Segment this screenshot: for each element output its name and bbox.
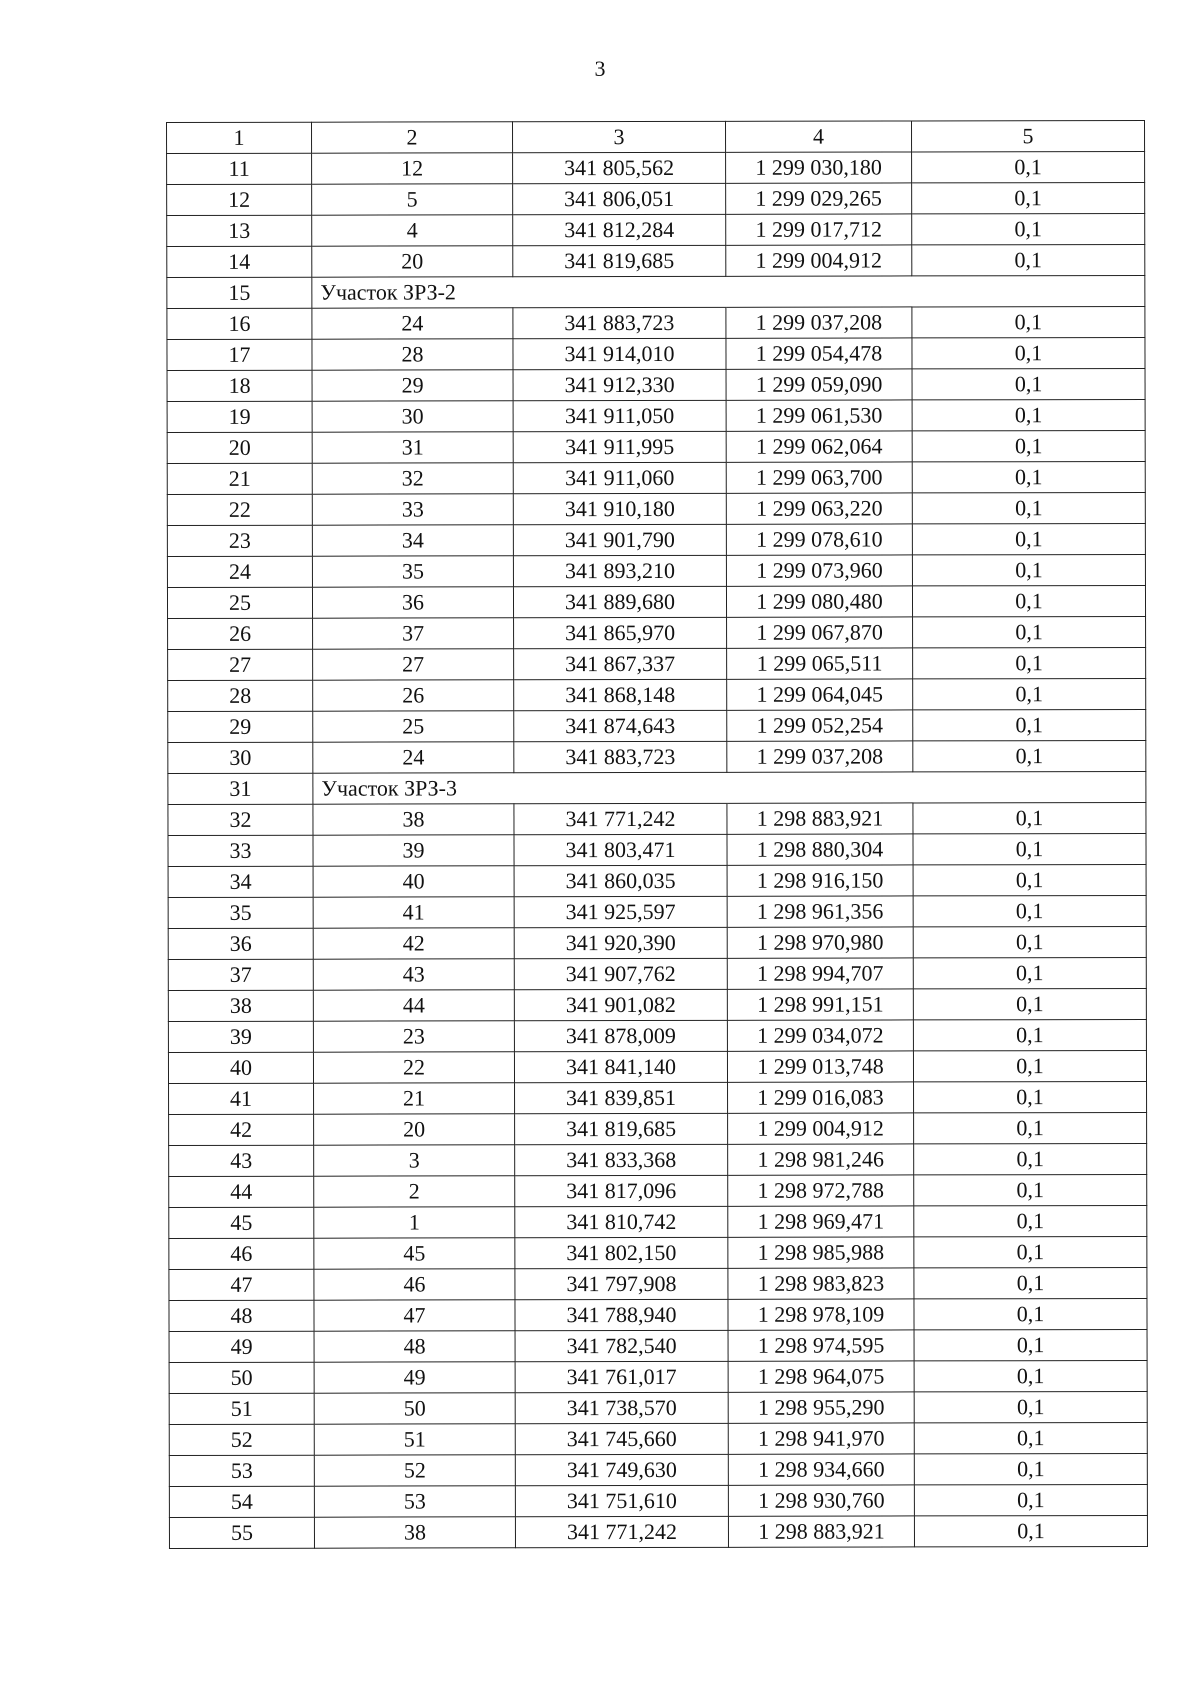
- y-coordinate: 1 298 955,290: [728, 1392, 914, 1423]
- table-header-row: [167, 120, 1145, 153]
- row-number: 13: [167, 215, 312, 246]
- y-coordinate: 1 299 034,072: [727, 1020, 913, 1051]
- table-row: [169, 1143, 1147, 1176]
- row-number: 52: [169, 1424, 314, 1455]
- x-coordinate: 341 771,242: [515, 1516, 728, 1547]
- row-number: 41: [169, 1083, 314, 1114]
- x-coordinate: 341 745,660: [515, 1423, 728, 1454]
- y-coordinate: 1 299 063,700: [726, 462, 912, 493]
- y-coordinate: 1 299 054,478: [726, 338, 912, 369]
- point-number: 40: [313, 866, 514, 897]
- y-coordinate: 1 299 016,083: [728, 1082, 914, 1113]
- row-number: 30: [168, 742, 313, 773]
- y-coordinate: 1 298 985,988: [728, 1237, 914, 1268]
- point-number: 41: [313, 897, 514, 928]
- point-number: 12: [312, 153, 513, 184]
- table-row: [167, 368, 1145, 401]
- page-number: 3: [594, 56, 606, 81]
- x-coordinate: 341 782,540: [515, 1330, 728, 1361]
- accuracy-value: 0,1: [914, 1360, 1147, 1391]
- table-row: [167, 306, 1145, 339]
- row-number: 53: [169, 1455, 314, 1486]
- x-coordinate: 341 819,685: [515, 1113, 728, 1144]
- y-coordinate: 1 299 064,045: [727, 679, 913, 710]
- table-row: [169, 1360, 1147, 1393]
- table-row: [167, 399, 1145, 432]
- row-number: 14: [167, 246, 312, 277]
- accuracy-value: 0,1: [912, 182, 1145, 213]
- table-row: [167, 337, 1145, 370]
- row-number: 48: [169, 1300, 314, 1331]
- accuracy-value: 0,1: [913, 740, 1146, 771]
- x-coordinate: 341 771,242: [514, 803, 727, 834]
- section-filler: [727, 771, 1146, 803]
- table-row: [169, 1081, 1147, 1114]
- row-number: 37: [168, 959, 313, 990]
- x-coordinate: 341 901,790: [513, 524, 726, 555]
- accuracy-value: 0,1: [914, 1422, 1147, 1453]
- point-number: 20: [314, 1114, 515, 1145]
- section-filler: [726, 275, 1145, 307]
- table-row: [169, 1391, 1147, 1424]
- row-number: 34: [168, 866, 313, 897]
- y-coordinate: 1 298 941,970: [728, 1423, 914, 1454]
- point-number: 5: [312, 184, 513, 215]
- x-coordinate: 341 812,284: [513, 214, 726, 245]
- table-row: [169, 1236, 1147, 1269]
- row-number: 29: [168, 711, 313, 742]
- y-coordinate: 1 298 991,151: [727, 989, 913, 1020]
- section-row: [168, 771, 1146, 804]
- x-coordinate: 341 860,035: [514, 865, 727, 896]
- accuracy-value: 0,1: [914, 1267, 1147, 1298]
- accuracy-value: 0,1: [913, 957, 1146, 988]
- row-number: 43: [169, 1145, 314, 1176]
- point-number: 39: [313, 835, 514, 866]
- x-coordinate: 341 839,851: [515, 1082, 728, 1113]
- table-row: [168, 1019, 1146, 1052]
- table-row: [168, 988, 1146, 1021]
- x-coordinate: 341 868,148: [514, 679, 727, 710]
- row-number: 50: [169, 1362, 314, 1393]
- x-coordinate: 341 749,630: [515, 1454, 728, 1485]
- coordinates-table: [166, 120, 1148, 1549]
- accuracy-value: 0,1: [913, 864, 1146, 895]
- row-number: 15: [167, 277, 312, 308]
- x-coordinate: 341 797,908: [515, 1268, 728, 1299]
- y-coordinate: 1 299 052,254: [727, 710, 913, 741]
- x-coordinate: 341 911,995: [513, 431, 726, 462]
- row-number: 39: [168, 1021, 313, 1052]
- x-coordinate: 341 841,140: [514, 1051, 727, 1082]
- row-number: 18: [167, 370, 312, 401]
- row-number: 45: [169, 1207, 314, 1238]
- accuracy-value: 0,1: [912, 461, 1145, 492]
- accuracy-value: 0,1: [914, 1174, 1147, 1205]
- y-coordinate: 1 298 883,921: [728, 1516, 914, 1547]
- y-coordinate: 1 298 972,788: [728, 1175, 914, 1206]
- x-coordinate: 341 925,597: [514, 896, 727, 927]
- x-coordinate: 341 805,562: [513, 152, 726, 183]
- y-coordinate: 1 299 065,511: [727, 648, 913, 679]
- table-row: [167, 151, 1145, 184]
- table-row: [169, 1298, 1147, 1331]
- x-coordinate: 341 911,060: [513, 462, 726, 493]
- point-number: 45: [314, 1238, 515, 1269]
- table-row: [169, 1112, 1147, 1145]
- x-coordinate: 341 907,762: [514, 958, 727, 989]
- point-number: 50: [314, 1393, 515, 1424]
- point-number: 28: [312, 339, 513, 370]
- x-coordinate: 341 819,685: [513, 245, 726, 276]
- accuracy-value: 0,1: [912, 430, 1145, 461]
- y-coordinate: 1 299 059,090: [726, 369, 912, 400]
- table-row: [169, 1329, 1147, 1362]
- y-coordinate: 1 298 994,707: [727, 958, 913, 989]
- accuracy-value: 0,1: [914, 1484, 1147, 1515]
- table-row: [168, 895, 1146, 928]
- accuracy-value: 0,1: [914, 1205, 1147, 1236]
- table-row: [168, 926, 1146, 959]
- y-coordinate: 1 299 063,220: [726, 493, 912, 524]
- point-number: 49: [314, 1362, 515, 1393]
- header-cell: 1: [167, 122, 312, 153]
- point-number: 31: [312, 432, 513, 463]
- point-number: 34: [312, 525, 513, 556]
- y-coordinate: 1 298 970,980: [727, 927, 913, 958]
- x-coordinate: 341 874,643: [514, 710, 727, 741]
- y-coordinate: 1 298 981,246: [728, 1144, 914, 1175]
- point-number: 25: [313, 711, 514, 742]
- header-cell: 4: [725, 121, 911, 152]
- y-coordinate: 1 298 983,823: [728, 1268, 914, 1299]
- row-number: 24: [167, 556, 312, 587]
- accuracy-value: 0,1: [912, 554, 1145, 585]
- accuracy-value: 0,1: [912, 213, 1145, 244]
- row-number: 28: [168, 680, 313, 711]
- point-number: 29: [312, 370, 513, 401]
- y-coordinate: 1 299 080,480: [726, 586, 912, 617]
- accuracy-value: 0,1: [912, 151, 1145, 182]
- table-row: [168, 647, 1146, 680]
- x-coordinate: 341 920,390: [514, 927, 727, 958]
- point-number: 52: [314, 1455, 515, 1486]
- table-row: [168, 1050, 1146, 1083]
- y-coordinate: 1 299 004,912: [726, 245, 912, 276]
- y-coordinate: 1 299 029,265: [726, 183, 912, 214]
- point-number: 26: [313, 680, 514, 711]
- point-number: 22: [313, 1052, 514, 1083]
- accuracy-value: 0,1: [914, 1453, 1147, 1484]
- y-coordinate: 1 298 880,304: [727, 834, 913, 865]
- x-coordinate: 341 867,337: [514, 648, 727, 679]
- point-number: 53: [314, 1486, 515, 1517]
- point-number: 46: [314, 1269, 515, 1300]
- accuracy-value: 0,1: [913, 926, 1146, 957]
- table-row: [169, 1422, 1147, 1455]
- point-number: 33: [312, 494, 513, 525]
- row-number: 17: [167, 339, 312, 370]
- row-number: 21: [167, 463, 312, 494]
- y-coordinate: 1 299 017,712: [726, 214, 912, 245]
- y-coordinate: 1 299 073,960: [726, 555, 912, 586]
- point-number: 42: [313, 928, 514, 959]
- accuracy-value: 0,1: [912, 399, 1145, 430]
- point-number: 24: [312, 308, 513, 339]
- row-number: 20: [167, 432, 312, 463]
- y-coordinate: 1 299 037,208: [727, 741, 913, 772]
- accuracy-value: 0,1: [912, 306, 1145, 337]
- x-coordinate: 341 883,723: [513, 307, 726, 338]
- x-coordinate: 341 878,009: [514, 1020, 727, 1051]
- y-coordinate: 1 299 078,610: [726, 524, 912, 555]
- table-row: [168, 616, 1146, 649]
- y-coordinate: 1 298 974,595: [728, 1330, 914, 1361]
- point-number: 1: [314, 1207, 515, 1238]
- coordinates-sheet: [166, 120, 1147, 1549]
- accuracy-value: 0,1: [912, 244, 1145, 275]
- y-coordinate: 1 299 030,180: [726, 152, 912, 183]
- table-row: [168, 957, 1146, 990]
- accuracy-value: 0,1: [913, 802, 1146, 833]
- x-coordinate: 341 806,051: [513, 183, 726, 214]
- x-coordinate: 341 914,010: [513, 338, 726, 369]
- row-number: 31: [168, 773, 313, 804]
- accuracy-value: 0,1: [913, 895, 1146, 926]
- x-coordinate: 341 901,082: [514, 989, 727, 1020]
- point-number: 35: [312, 556, 513, 587]
- x-coordinate: 341 865,970: [514, 617, 727, 648]
- row-number: 51: [169, 1393, 314, 1424]
- x-coordinate: 341 889,680: [513, 586, 726, 617]
- table-row: [167, 244, 1145, 277]
- row-number: 27: [168, 649, 313, 680]
- row-number: 47: [169, 1269, 314, 1300]
- x-coordinate: 341 817,096: [515, 1175, 728, 1206]
- x-coordinate: 341 738,570: [515, 1392, 728, 1423]
- accuracy-value: 0,1: [914, 1081, 1147, 1112]
- y-coordinate: 1 298 961,356: [727, 896, 913, 927]
- accuracy-value: 0,1: [912, 337, 1145, 368]
- row-number: 54: [169, 1486, 314, 1517]
- point-number: 51: [314, 1424, 515, 1455]
- row-number: 25: [167, 587, 312, 618]
- section-label: Участок ЗРЗ-2: [312, 276, 726, 308]
- table-row: [169, 1515, 1147, 1548]
- point-number: 38: [314, 1517, 515, 1548]
- header-cell: 2: [312, 122, 513, 153]
- accuracy-value: 0,1: [913, 833, 1146, 864]
- row-number: 22: [167, 494, 312, 525]
- row-number: 26: [168, 618, 313, 649]
- x-coordinate: 341 802,150: [515, 1237, 728, 1268]
- point-number: 27: [313, 649, 514, 680]
- table-row: [167, 213, 1145, 246]
- header-cell: 5: [911, 120, 1144, 151]
- table-row: [169, 1453, 1147, 1486]
- row-number: 46: [169, 1238, 314, 1269]
- table-row: [167, 585, 1145, 618]
- section-row: [167, 275, 1145, 308]
- point-number: 20: [312, 246, 513, 277]
- row-number: 35: [168, 897, 313, 928]
- point-number: 32: [312, 463, 513, 494]
- accuracy-value: 0,1: [912, 492, 1145, 523]
- accuracy-value: 0,1: [912, 523, 1145, 554]
- y-coordinate: 1 298 930,760: [728, 1485, 914, 1516]
- accuracy-value: 0,1: [913, 1050, 1146, 1081]
- y-coordinate: 1 298 934,660: [728, 1454, 914, 1485]
- table-row: [167, 523, 1145, 556]
- section-label: Участок ЗРЗ-3: [313, 772, 727, 804]
- accuracy-value: 0,1: [913, 647, 1146, 678]
- table-row: [167, 554, 1145, 587]
- point-number: 47: [314, 1300, 515, 1331]
- point-number: 23: [313, 1021, 514, 1052]
- x-coordinate: 341 761,017: [515, 1361, 728, 1392]
- point-number: 2: [314, 1176, 515, 1207]
- row-number: 19: [167, 401, 312, 432]
- point-number: 30: [312, 401, 513, 432]
- table-row: [169, 1205, 1147, 1238]
- row-number: 38: [168, 990, 313, 1021]
- point-number: 43: [313, 959, 514, 990]
- table-row: [168, 740, 1146, 773]
- accuracy-value: 0,1: [914, 1391, 1147, 1422]
- table-row: [168, 833, 1146, 866]
- accuracy-value: 0,1: [914, 1143, 1147, 1174]
- accuracy-value: 0,1: [912, 368, 1145, 399]
- row-number: 32: [168, 804, 313, 835]
- point-number: 4: [312, 215, 513, 246]
- table-row: [169, 1267, 1147, 1300]
- point-number: 24: [313, 742, 514, 773]
- table-row: [169, 1174, 1147, 1207]
- y-coordinate: 1 298 916,150: [727, 865, 913, 896]
- accuracy-value: 0,1: [914, 1236, 1147, 1267]
- row-number: 42: [169, 1114, 314, 1145]
- y-coordinate: 1 298 969,471: [728, 1206, 914, 1237]
- x-coordinate: 341 788,940: [515, 1299, 728, 1330]
- accuracy-value: 0,1: [913, 709, 1146, 740]
- y-coordinate: 1 298 883,921: [727, 803, 913, 834]
- y-coordinate: 1 299 062,064: [726, 431, 912, 462]
- x-coordinate: 341 912,330: [513, 369, 726, 400]
- table-row: [168, 802, 1146, 835]
- row-number: 16: [167, 308, 312, 339]
- x-coordinate: 341 803,471: [514, 834, 727, 865]
- row-number: 44: [169, 1176, 314, 1207]
- accuracy-value: 0,1: [913, 616, 1146, 647]
- row-number: 23: [167, 525, 312, 556]
- table-row: [167, 492, 1145, 525]
- point-number: 38: [313, 804, 514, 835]
- point-number: 37: [313, 618, 514, 649]
- row-number: 49: [169, 1331, 314, 1362]
- x-coordinate: 341 893,210: [513, 555, 726, 586]
- table-row: [168, 709, 1146, 742]
- y-coordinate: 1 299 067,870: [727, 617, 913, 648]
- x-coordinate: 341 883,723: [514, 741, 727, 772]
- accuracy-value: 0,1: [912, 585, 1145, 616]
- y-coordinate: 1 298 978,109: [728, 1299, 914, 1330]
- y-coordinate: 1 299 037,208: [726, 307, 912, 338]
- point-number: 44: [313, 990, 514, 1021]
- y-coordinate: 1 299 061,530: [726, 400, 912, 431]
- row-number: 36: [168, 928, 313, 959]
- row-number: 40: [168, 1052, 313, 1083]
- accuracy-value: 0,1: [914, 1329, 1147, 1360]
- y-coordinate: 1 299 004,912: [728, 1113, 914, 1144]
- accuracy-value: 0,1: [914, 1298, 1147, 1329]
- x-coordinate: 341 911,050: [513, 400, 726, 431]
- point-number: 48: [314, 1331, 515, 1362]
- row-number: 55: [169, 1517, 314, 1548]
- x-coordinate: 341 833,368: [515, 1144, 728, 1175]
- accuracy-value: 0,1: [913, 1019, 1146, 1050]
- accuracy-value: 0,1: [913, 988, 1146, 1019]
- y-coordinate: 1 299 013,748: [727, 1051, 913, 1082]
- point-number: 21: [314, 1083, 515, 1114]
- table-body: [167, 151, 1148, 1548]
- x-coordinate: 341 810,742: [515, 1206, 728, 1237]
- table-row: [168, 864, 1146, 897]
- row-number: 11: [167, 153, 312, 184]
- accuracy-value: 0,1: [914, 1112, 1147, 1143]
- table-row: [167, 430, 1145, 463]
- point-number: 36: [312, 587, 513, 618]
- accuracy-value: 0,1: [914, 1515, 1147, 1546]
- header-cell: 3: [513, 121, 726, 152]
- point-number: 3: [314, 1145, 515, 1176]
- x-coordinate: 341 751,610: [515, 1485, 728, 1516]
- row-number: 12: [167, 184, 312, 215]
- x-coordinate: 341 910,180: [513, 493, 726, 524]
- y-coordinate: 1 298 964,075: [728, 1361, 914, 1392]
- accuracy-value: 0,1: [913, 678, 1146, 709]
- row-number: 33: [168, 835, 313, 866]
- table-row: [167, 182, 1145, 215]
- table-row: [169, 1484, 1147, 1517]
- table-row: [167, 461, 1145, 494]
- table-row: [168, 678, 1146, 711]
